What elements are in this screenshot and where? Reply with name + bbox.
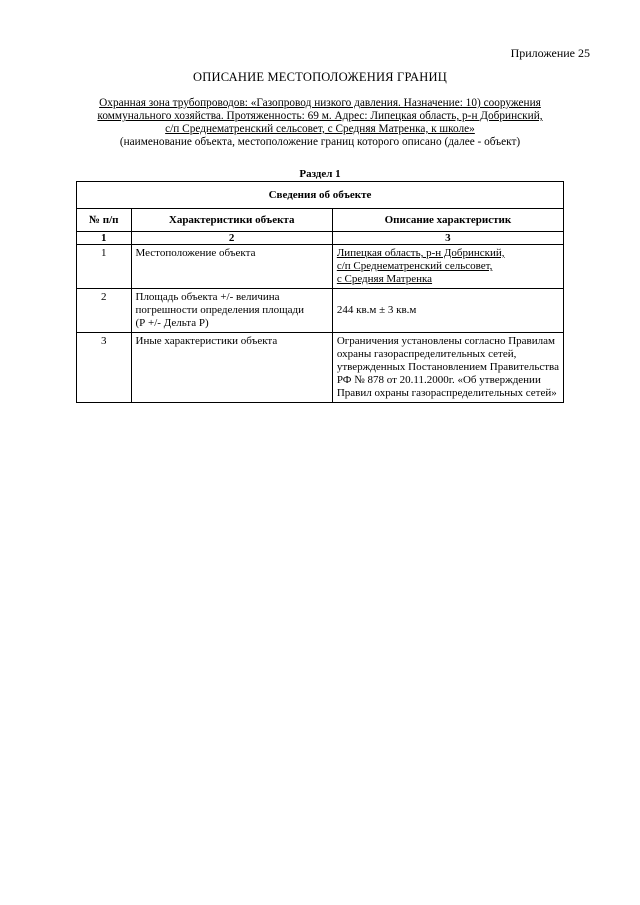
page-title: ОПИСАНИЕ МЕСТОПОЛОЖЕНИЯ ГРАНИЦ bbox=[193, 70, 447, 84]
cell-line: РФ № 878 от 20.11.2000г. «Об утверждении bbox=[336, 374, 541, 386]
section-heading: Раздел 1 bbox=[299, 168, 341, 180]
column-number-row bbox=[77, 232, 564, 245]
object-name-line: Охранная зона трубопроводов: «Газопровод низкого давления. Назначение: 10) сооружения bbox=[99, 97, 541, 109]
row-description bbox=[332, 245, 563, 289]
cell-line: 244 кв.м ± 3 кв.м bbox=[336, 304, 417, 316]
object-name-line: с/п Среднематренский сельсовет, с Средняя Матренка, к школе» bbox=[165, 123, 475, 135]
cell-line: Местоположение объекта bbox=[135, 247, 256, 259]
cell-line: с/п Среднематренский сельсовет, bbox=[336, 260, 493, 272]
table-row bbox=[77, 245, 564, 289]
cell-line: погрешности определения площади bbox=[135, 304, 305, 316]
object-name-line: коммунального хозяйства. Протяженность: 69 м. Адрес: Липецкая область, р-н Добринский, bbox=[97, 110, 543, 122]
table-header-row bbox=[77, 209, 564, 232]
header-description: Описание характеристик bbox=[332, 209, 563, 232]
row-characteristic bbox=[131, 289, 332, 333]
cell-line: охраны газораспределительных сетей, bbox=[336, 348, 517, 360]
header-characteristic: Характеристики объекта bbox=[131, 209, 332, 232]
row-characteristic bbox=[131, 245, 332, 289]
row-characteristic bbox=[131, 333, 332, 403]
cell-line: Правил охраны газораспределительных сетей» bbox=[336, 387, 557, 399]
cell-line: утвержденных Постановлением Правительства bbox=[336, 361, 559, 373]
row-number: 1 bbox=[77, 245, 132, 289]
table-row bbox=[77, 333, 564, 403]
cell-line: Площадь объекта +/- величина bbox=[135, 291, 280, 303]
column-number: 2 bbox=[131, 232, 332, 245]
object-name-block bbox=[90, 97, 550, 149]
column-number: 1 bbox=[77, 232, 132, 245]
cell-line: с Средняя Матренка bbox=[336, 273, 433, 285]
cell-line: Липецкая область, р-н Добринский, bbox=[336, 247, 505, 259]
cell-line: Иные характеристики объекта bbox=[135, 335, 278, 347]
column-number: 3 bbox=[332, 232, 563, 245]
table-caption: Сведения об объекте bbox=[77, 182, 564, 209]
table-row bbox=[77, 289, 564, 333]
table-caption-row bbox=[77, 182, 564, 209]
row-number: 3 bbox=[77, 333, 132, 403]
cell-line: Ограничения установлены согласно Правилам bbox=[336, 335, 555, 347]
row-number: 2 bbox=[77, 289, 132, 333]
header-number: № п/п bbox=[77, 209, 132, 232]
appendix-label: Приложение 25 bbox=[510, 46, 590, 60]
row-description bbox=[332, 333, 563, 403]
object-name-note: (наименование объекта, местоположение границ которого описано (далее - объект) bbox=[119, 136, 521, 148]
row-description bbox=[332, 289, 563, 333]
object-info-table bbox=[76, 181, 564, 403]
cell-line: (Р +/- Дельта Р) bbox=[135, 317, 209, 329]
